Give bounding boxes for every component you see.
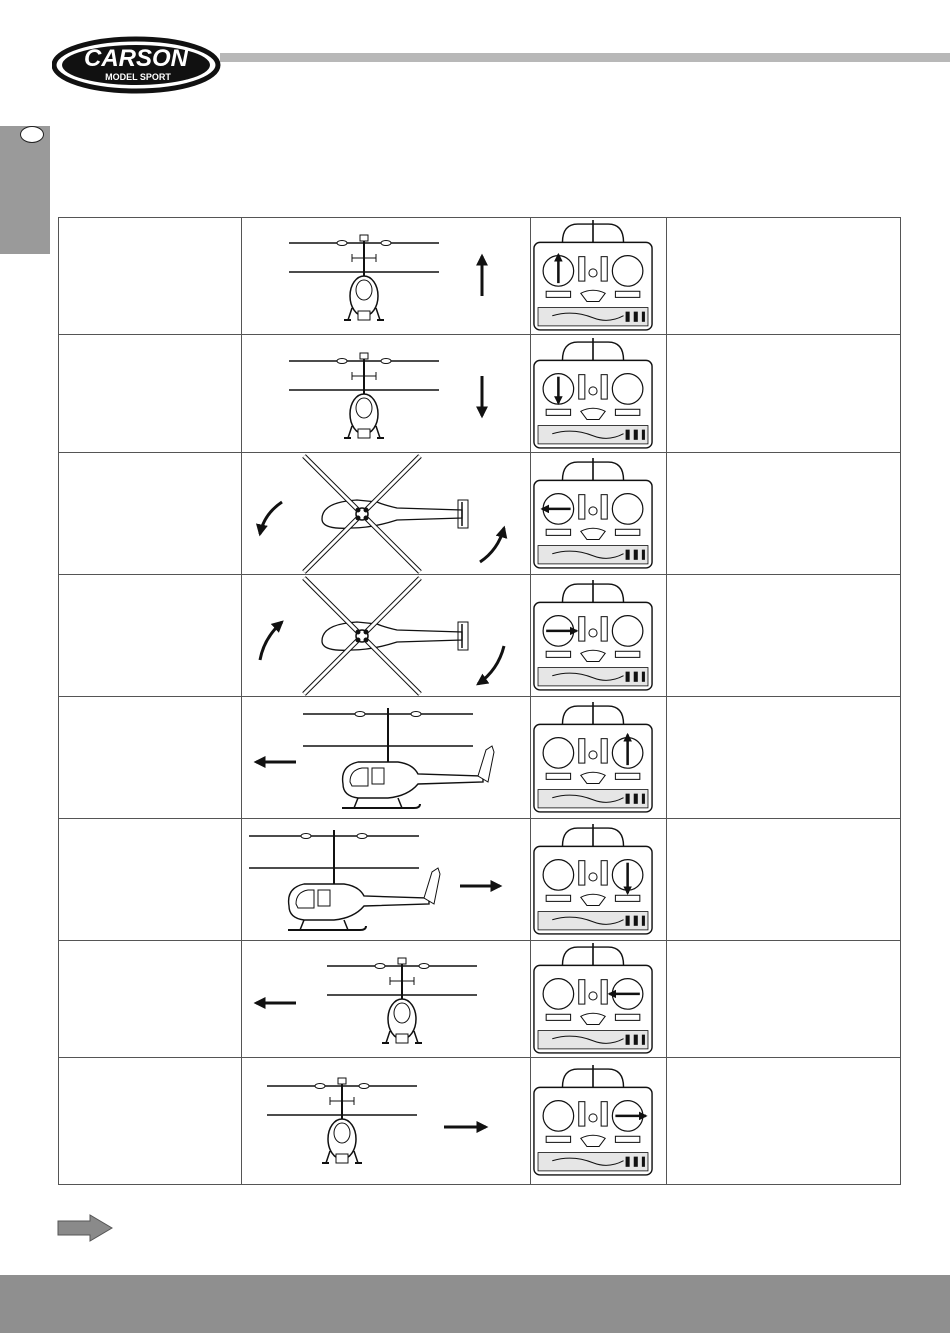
logo-tagline: MODEL SPORT xyxy=(105,72,171,82)
table-row xyxy=(59,453,901,575)
transmitter-icon xyxy=(534,943,652,1053)
heli-illustration xyxy=(242,575,531,697)
heli-illustration xyxy=(242,941,531,1058)
transmitter-icon xyxy=(534,702,652,812)
heli-illustration xyxy=(242,218,531,335)
transmitter-illustration xyxy=(531,453,667,575)
logo-brand-name: CARSON xyxy=(83,45,189,72)
helicopter-side-icon xyxy=(249,830,440,930)
table-row xyxy=(59,819,901,941)
table-row xyxy=(59,1058,901,1185)
page-footer xyxy=(0,1275,950,1333)
helicopter-front-icon xyxy=(267,1078,417,1163)
helicopter-front-icon xyxy=(289,353,439,438)
rotate-right-arrow-icon xyxy=(478,646,504,684)
row-label xyxy=(59,1058,242,1185)
row-label xyxy=(59,697,242,819)
helicopter-front-icon xyxy=(327,958,477,1043)
table-row xyxy=(59,335,901,453)
rotate-left-arrow-icon xyxy=(480,528,504,562)
rotate-left-arrow-icon xyxy=(260,502,282,534)
heli-illustration xyxy=(242,819,531,941)
transmitter-icon xyxy=(534,338,652,448)
language-tab xyxy=(0,126,50,254)
helicopter-side-icon xyxy=(303,708,494,808)
table-row xyxy=(59,575,901,697)
row-description xyxy=(667,697,901,819)
language-flag-icon xyxy=(20,126,44,143)
row-description xyxy=(667,575,901,697)
transmitter-icon xyxy=(534,220,652,330)
row-label xyxy=(59,575,242,697)
row-label xyxy=(59,819,242,941)
page-header xyxy=(0,0,950,110)
row-label xyxy=(59,335,242,453)
right-arrow-icon xyxy=(56,1213,114,1243)
table-row xyxy=(59,697,901,819)
transmitter-icon xyxy=(534,1065,652,1175)
heli-illustration xyxy=(242,697,531,819)
row-label xyxy=(59,941,242,1058)
row-description xyxy=(667,819,901,941)
row-description xyxy=(667,1058,901,1185)
table-row xyxy=(59,218,901,335)
row-label xyxy=(59,453,242,575)
transmitter-illustration xyxy=(531,1058,667,1185)
helicopter-top-icon xyxy=(304,456,468,572)
transmitter-illustration xyxy=(531,941,667,1058)
row-label xyxy=(59,218,242,335)
heli-illustration xyxy=(242,1058,531,1185)
heli-illustration xyxy=(242,335,531,453)
row-description xyxy=(667,218,901,335)
helicopter-front-icon xyxy=(289,235,439,320)
transmitter-illustration xyxy=(531,575,667,697)
transmitter-illustration xyxy=(531,218,667,335)
carson-logo xyxy=(52,36,222,94)
transmitter-illustration xyxy=(531,335,667,453)
transmitter-icon xyxy=(534,580,652,690)
table-row xyxy=(59,941,901,1058)
helicopter-top-icon xyxy=(304,578,468,694)
transmitter-illustration xyxy=(531,697,667,819)
transmitter-illustration xyxy=(531,819,667,941)
header-bar xyxy=(220,53,950,62)
transmitter-icon xyxy=(534,824,652,934)
row-description xyxy=(667,941,901,1058)
control-table xyxy=(58,217,901,1185)
transmitter-icon xyxy=(534,458,652,568)
row-description xyxy=(667,335,901,453)
heli-illustration xyxy=(242,453,531,575)
row-description xyxy=(667,453,901,575)
rotate-right-arrow-icon xyxy=(260,622,282,660)
